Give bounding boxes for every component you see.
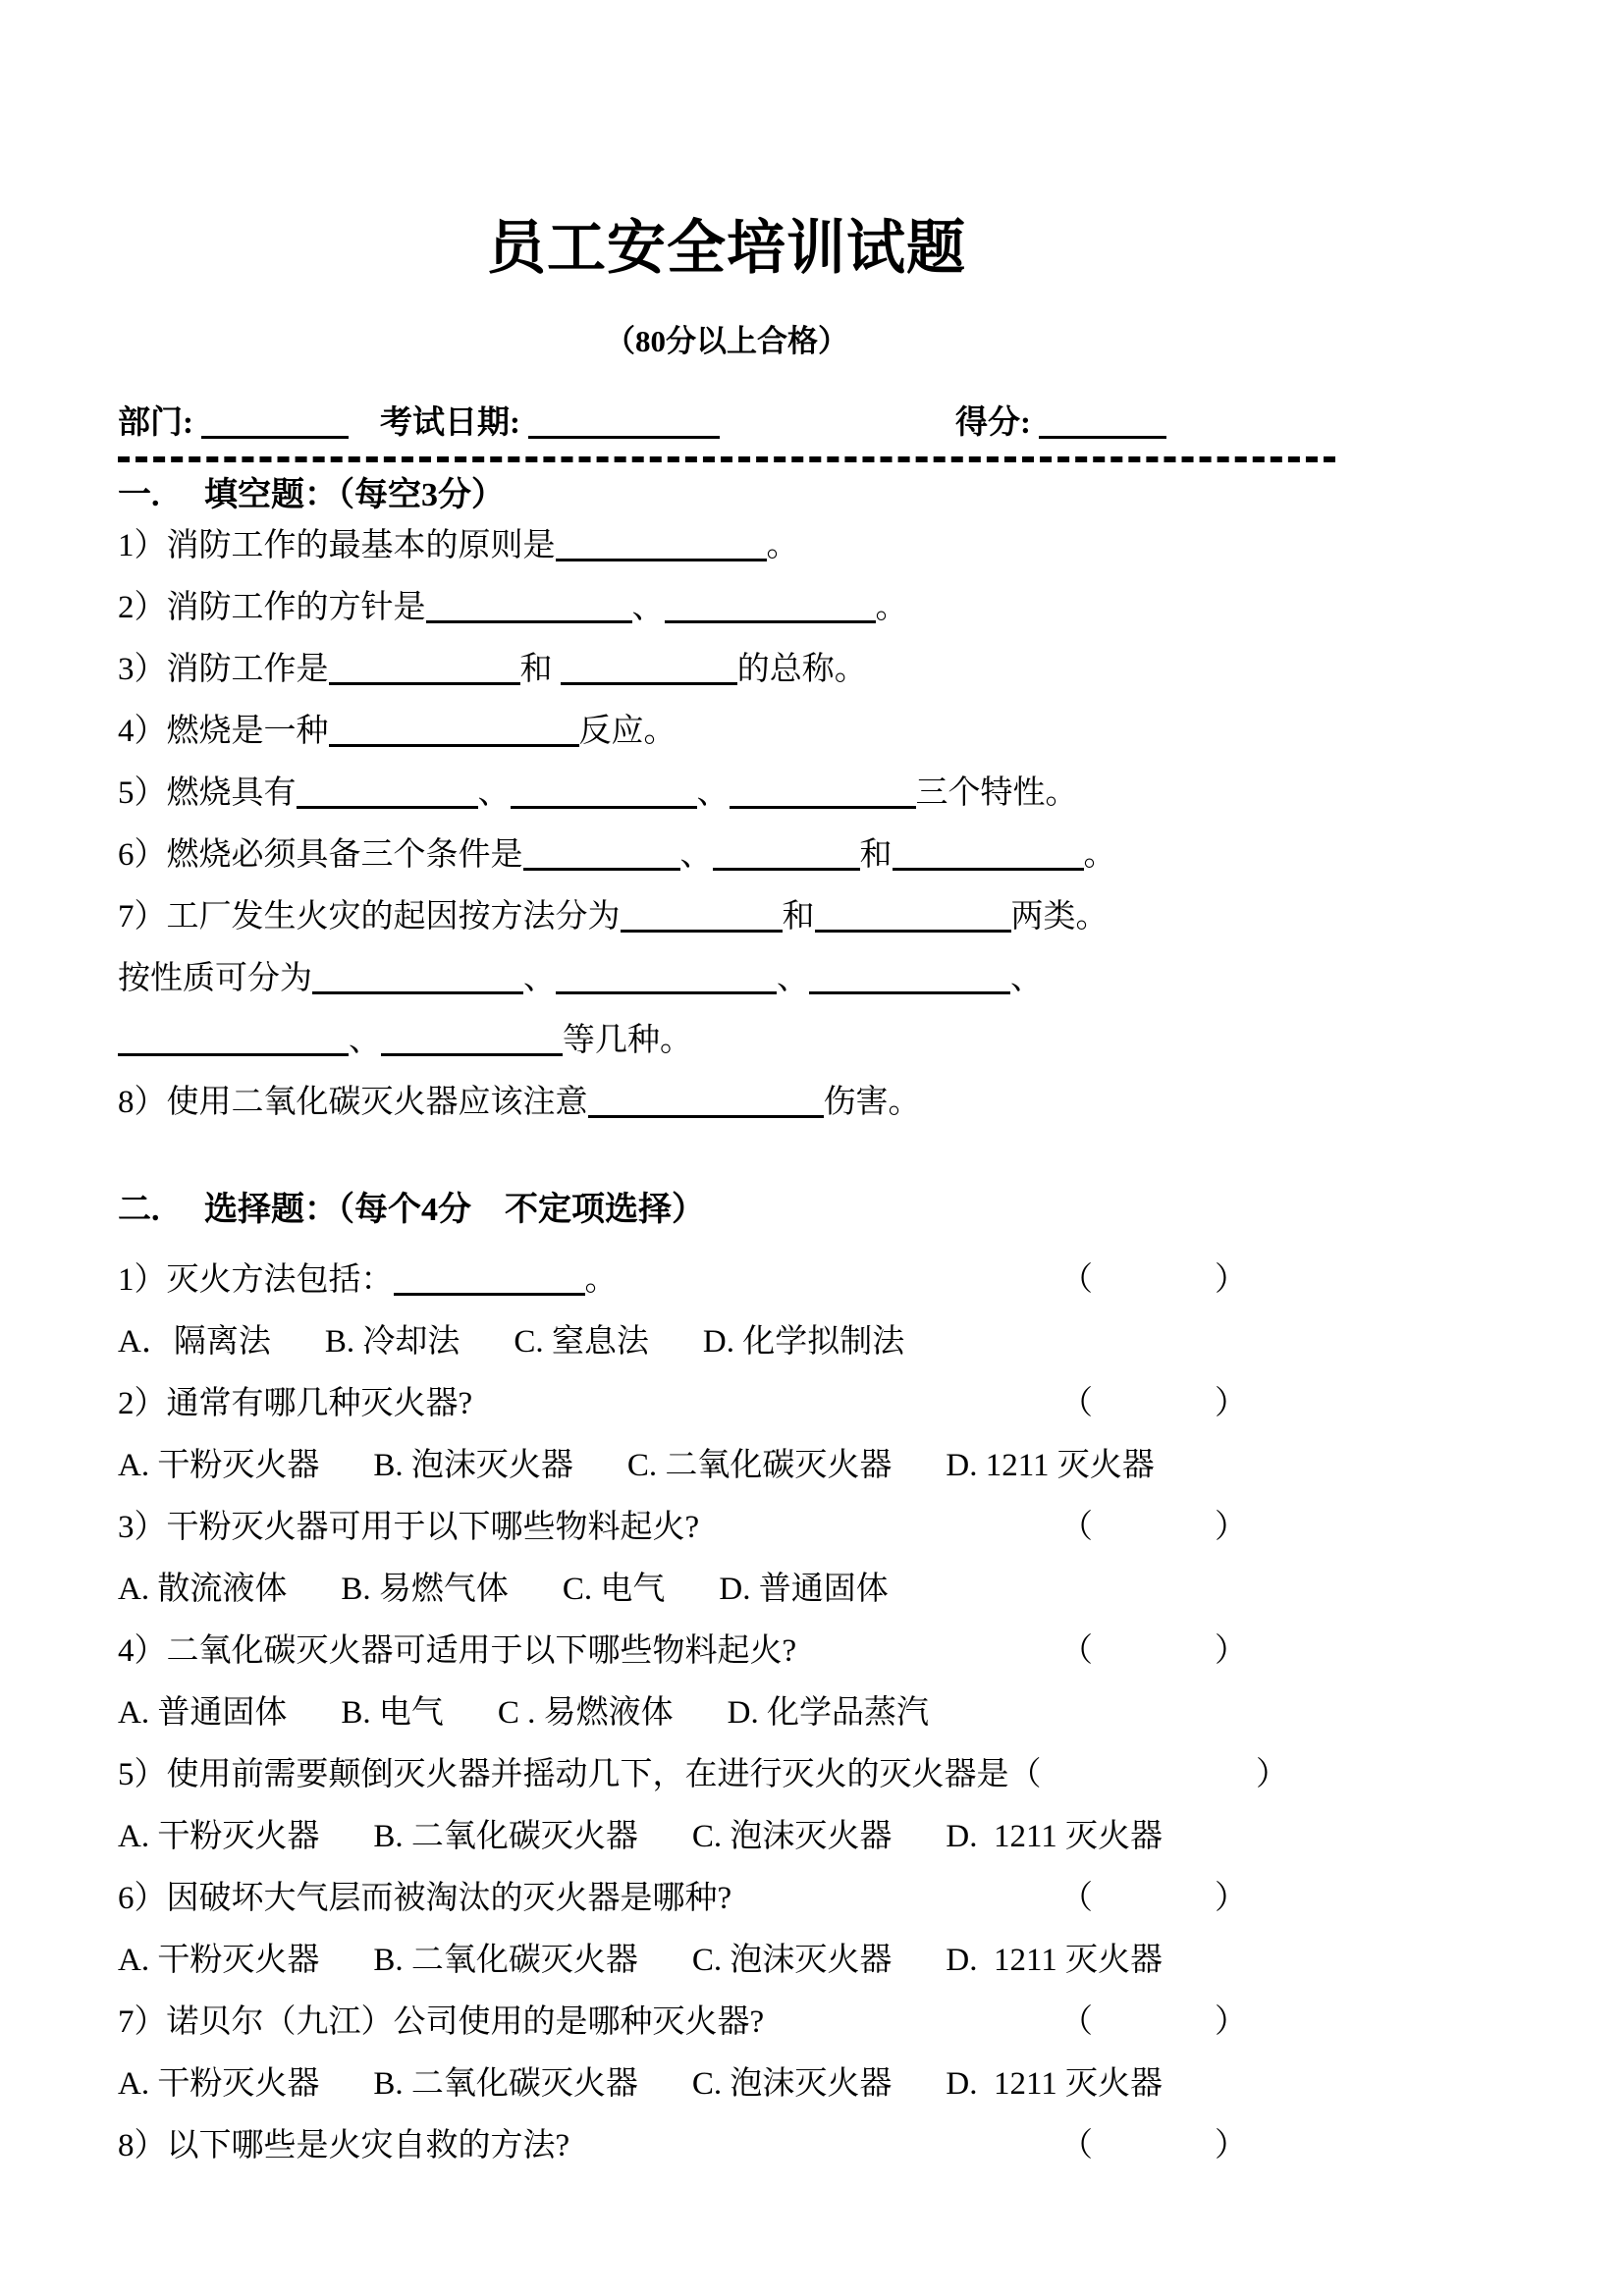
fill-q7-text: 和: [782, 899, 815, 934]
option-C: C. 泡沫灭火器: [691, 1819, 893, 1854]
fill-question-line: [118, 701, 1335, 763]
fill-question-line: [118, 515, 1335, 577]
options-row: [118, 1311, 1335, 1373]
fill-question-line: [118, 639, 1335, 701]
answer-paren-slot: [1060, 1621, 1247, 1682]
blank-line: [329, 649, 520, 685]
choice-question-line: [118, 1992, 1335, 2054]
fill-q4-text: 4）燃烧是一种: [118, 714, 329, 749]
option-B: B. 二氧化碳灭火器: [373, 1819, 638, 1854]
fill-q6-text: 。: [1083, 837, 1116, 873]
options-row: [118, 1435, 1335, 1497]
fill-question-line: [118, 1072, 1335, 1134]
paren-close-glyph: ）: [1215, 1386, 1247, 1421]
choice-q6-text: 6）因破坏大气层而被淘汰的灭火器是哪种?: [118, 1881, 732, 1916]
field-exam-date-blank: [528, 402, 720, 439]
fill-q8-text: 、: [523, 961, 556, 996]
paren-close-glyph: ）: [1215, 2128, 1247, 2163]
option-A: A. 普通固体: [118, 1695, 288, 1731]
option-C: C. 二氧化碳灭火器: [626, 1448, 893, 1483]
answer-paren-close: ）: [1256, 1757, 1288, 1792]
choice-q3-text: 3）干粉灭火器可用于以下哪些物料起火?: [118, 1510, 700, 1545]
choice-q8-text: 8）以下哪些是火灾自救的方法?: [118, 2128, 570, 2163]
options-row: [118, 1806, 1335, 1868]
blank-line: [809, 958, 1010, 994]
fill-q1-text: 。: [766, 528, 799, 563]
option-D: D. 化学品蒸汽: [727, 1695, 929, 1731]
option-C: C. 电气: [562, 1572, 666, 1607]
section-1-heading: [118, 476, 1335, 515]
choice-question-line: [118, 1744, 1335, 1806]
fill-question-line: [118, 1010, 1335, 1072]
option-A: A．隔离法: [118, 1324, 271, 1360]
blank-line: [588, 1082, 824, 1118]
option-A: A. 干粉灭火器: [118, 1448, 320, 1483]
fill-q7-text: 7）工厂发生火灾的起因按方法分为: [118, 899, 621, 934]
choice-question-line: [118, 1497, 1335, 1559]
choice-question-line: [118, 1621, 1335, 1682]
options-row: [118, 1930, 1335, 1992]
choice-q1-text: 。: [584, 1262, 618, 1298]
blank-line: [730, 773, 916, 809]
option-D: D. 1211 灭火器: [946, 1819, 1163, 1854]
option-C: C. 泡沫灭火器: [691, 1943, 893, 1978]
blank-line: [893, 834, 1084, 871]
option-A: A. 干粉灭火器: [118, 1819, 320, 1854]
blank-line: [511, 773, 697, 809]
choice-question-line: [118, 1373, 1335, 1435]
fill-q3-text: 3）消防工作是: [118, 652, 329, 687]
choice-questions: [118, 1250, 1335, 2177]
fill-q5-text: 、: [477, 775, 511, 811]
field-exam-date: [380, 397, 720, 445]
paren-open: （: [1060, 1510, 1093, 1545]
fill-q7-text: 两类。: [1010, 899, 1109, 934]
option-B: B. 易燃气体: [341, 1572, 509, 1607]
blank-line: [381, 1020, 563, 1056]
options-row: [118, 2054, 1335, 2115]
option-C: C. 泡沫灭火器: [691, 2066, 893, 2102]
paren-open: （: [1060, 1881, 1093, 1916]
field-department: [118, 397, 349, 445]
answer-paren-slot: [1060, 1992, 1247, 2054]
fill-q6-text: 、: [679, 837, 713, 873]
fill-question-line: [118, 948, 1335, 1010]
section-1-title: 填空题：（每空3分）: [204, 477, 505, 513]
option-B: B. 泡沫灭火器: [373, 1448, 573, 1483]
options-row: [118, 1559, 1335, 1621]
option-B: B. 二氧化碳灭火器: [373, 1943, 638, 1978]
option-D: D. 普通固体: [719, 1572, 889, 1607]
field-score-blank: [1039, 402, 1166, 439]
answer-paren-slot: [1060, 1868, 1247, 1930]
section-2-heading: [118, 1191, 1335, 1230]
section-2-number: 二.: [118, 1192, 160, 1228]
paren-close-glyph: ）: [1215, 2004, 1247, 2040]
choice-q7-text: 7）诺贝尔（九江）公司使用的是哪种灭火器?: [118, 2004, 765, 2040]
page-subtitle: （80分以上合格）: [605, 324, 848, 358]
paren-open: （: [1060, 1386, 1093, 1421]
option-A: A. 干粉灭火器: [118, 2066, 320, 2102]
blank-line: [523, 834, 680, 871]
blank-line: [118, 1020, 349, 1056]
fill-q2-text: 、: [631, 590, 665, 625]
blank-line: [556, 958, 777, 994]
field-department-blank: [201, 402, 349, 439]
option-B: B. 二氧化碳灭火器: [373, 2066, 638, 2102]
fill-question-line: [118, 825, 1335, 886]
option-D: D. 化学拟制法: [702, 1324, 905, 1360]
fill-q8-text: 、: [1010, 961, 1043, 996]
option-C: C . 易燃液体: [497, 1695, 674, 1731]
answer-paren-slot: [1060, 1497, 1247, 1559]
fill-q5-text: 三个特性。: [915, 775, 1078, 811]
fill-q4-text: 反应。: [578, 714, 677, 749]
field-score: [955, 397, 1166, 445]
paren-open: （: [1060, 2128, 1093, 2163]
fill-question-line: [118, 886, 1335, 948]
fill-q10-text: 伤害。: [823, 1085, 921, 1120]
option-D: D. 1211 灭火器: [946, 2066, 1163, 2102]
fill-q9-text: 、: [349, 1023, 381, 1058]
blank-line: [713, 834, 860, 871]
blank-line: [815, 896, 1011, 933]
choice-question-line: [118, 1250, 1335, 1311]
options-row: [118, 1682, 1335, 1744]
blank-line: [312, 958, 523, 994]
fill-q3-text: 和: [519, 652, 561, 687]
fill-q5-text: 5）燃烧具有: [118, 775, 297, 811]
field-department-label: 部门:: [118, 405, 193, 441]
answer-paren-slot: [1060, 1373, 1247, 1435]
paren-close-glyph: ）: [1215, 1510, 1247, 1545]
paren-open: （: [1060, 1633, 1093, 1669]
fill-question-line: [118, 763, 1335, 825]
choice-question-line: [118, 2115, 1335, 2177]
answer-paren-slot: [1060, 1250, 1247, 1311]
option-D: D. 1211 灭火器: [946, 1943, 1163, 1978]
choice-q2-text: 2）通常有哪几种灭火器?: [118, 1386, 473, 1421]
field-score-label: 得分:: [955, 405, 1031, 441]
option-C: C. 窒息法: [514, 1324, 649, 1360]
paren-open: （: [1060, 1262, 1093, 1298]
field-exam-date-label: 考试日期:: [380, 405, 520, 441]
blank-line: [556, 525, 767, 561]
section-1-number: 一.: [118, 477, 160, 513]
section-2-title: 选择题：（每个4分 不定项选择）: [204, 1192, 705, 1228]
choice-q5-text: 5）使用前需要颠倒灭火器并摇动几下，在进行灭火的灭火器是（: [118, 1757, 1042, 1792]
blank-line: [621, 896, 783, 933]
choice-q4-text: 4）二氧化碳灭火器可适用于以下哪些物料起火?: [118, 1633, 797, 1669]
blank-line: [665, 587, 876, 623]
fill-q10-text: 8）使用二氧化碳灭火器应该注意: [118, 1085, 588, 1120]
fill-q6-text: 和: [859, 837, 893, 873]
blank-line: [426, 587, 632, 623]
page-title: 员工安全培训试题: [487, 216, 966, 281]
choice-q1-text: 1）灭火方法包括：: [118, 1262, 394, 1298]
fill-q2-text: 。: [875, 590, 908, 625]
option-B: B. 电气: [341, 1695, 444, 1731]
option-A: A. 散流液体: [118, 1572, 288, 1607]
dashed-divider: [118, 456, 1335, 462]
paren-close-glyph: ）: [1215, 1881, 1247, 1916]
fill-in-questions: [118, 515, 1335, 1134]
fill-q1-text: 1）消防工作的最基本的原则是: [118, 528, 556, 563]
choice-question-line: [118, 1868, 1335, 1930]
fill-q5-text: 、: [696, 775, 730, 811]
exam-header-fields: [118, 397, 1335, 445]
fill-q8-text: 按性质可分为: [118, 961, 312, 996]
option-D: D. 1211 灭火器: [946, 1448, 1155, 1483]
paren-close-glyph: ）: [1215, 1633, 1247, 1669]
blank-line: [561, 649, 737, 685]
blank-line: [394, 1259, 585, 1296]
fill-q9-text: 等几种。: [563, 1023, 692, 1058]
blank-line: [297, 773, 478, 809]
fill-q6-text: 6）燃烧必须具备三个条件是: [118, 837, 523, 873]
fill-q3-text: 的总称。: [736, 652, 867, 687]
fill-question-line: [118, 577, 1335, 639]
option-B: B. 冷却法: [324, 1324, 460, 1360]
fill-q2-text: 2）消防工作的方针是: [118, 590, 426, 625]
answer-paren-slot: [1060, 2115, 1247, 2177]
paren-open: （: [1060, 2004, 1093, 2040]
fill-q8-text: 、: [777, 961, 809, 996]
blank-line: [329, 711, 579, 747]
paren-close-glyph: ）: [1215, 1262, 1247, 1298]
option-A: A. 干粉灭火器: [118, 1943, 320, 1978]
